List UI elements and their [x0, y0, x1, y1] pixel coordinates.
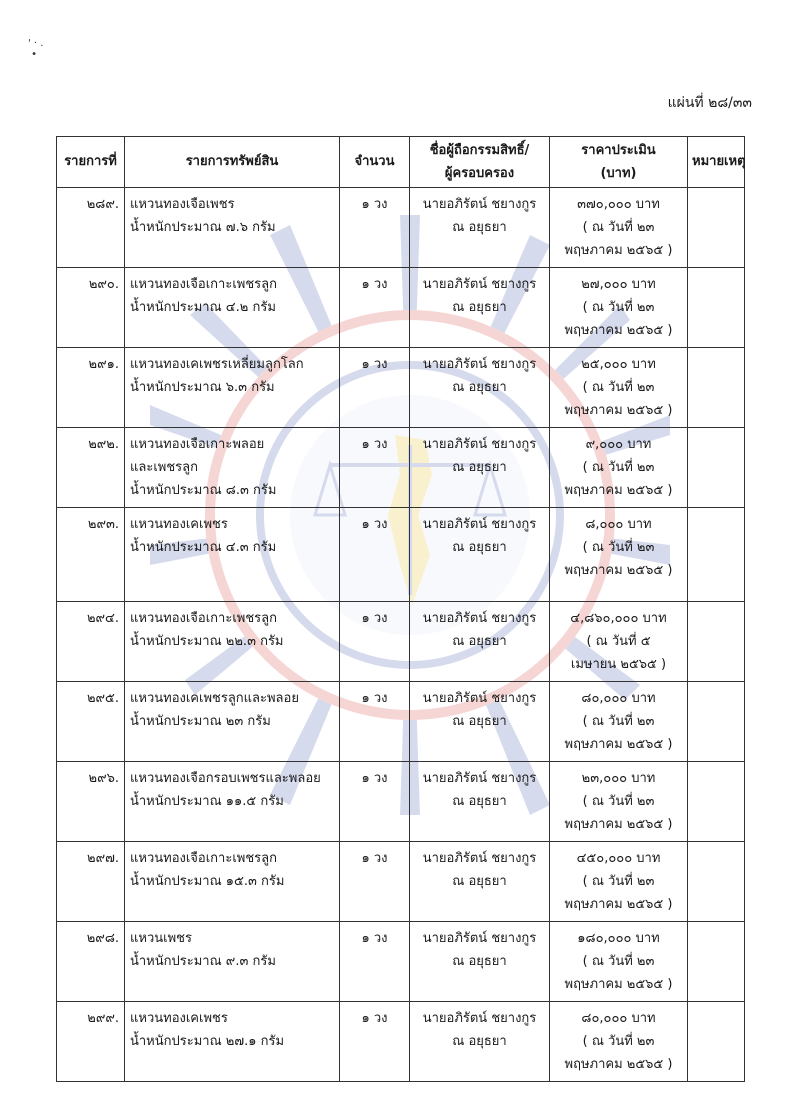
- asset-description-cell: [125, 188, 340, 268]
- asset-table: [56, 136, 745, 1082]
- item-number-cell: ๒๙๙.: [57, 1002, 125, 1082]
- asset-description-line: แหวนทองเจือเกาะพลอย: [130, 437, 265, 452]
- remarks-cell: [688, 428, 745, 508]
- remarks-cell: [688, 188, 745, 268]
- owner-line: นายอภิรัตน์ ชยางกูร: [422, 1011, 537, 1026]
- remarks-cell: [688, 508, 745, 602]
- table-row: [57, 348, 745, 428]
- quantity-cell: ๑ วง: [340, 682, 410, 762]
- header-owner-line2: ผู้ครอบครอง: [444, 166, 515, 181]
- owner-cell: [410, 922, 550, 1002]
- price-line: พฤษภาคม ๒๕๖๕ ): [564, 323, 673, 338]
- appraised-price-cell: [550, 922, 688, 1002]
- appraised-price-cell: [550, 428, 688, 508]
- header-quantity: จำนวน: [340, 137, 410, 188]
- owner-line: นายอภิรัตน์ ชยางกูร: [422, 691, 537, 706]
- price-line: พฤษภาคม ๒๕๖๕ ): [564, 483, 673, 498]
- price-line: พฤษภาคม ๒๕๖๕ ): [564, 977, 673, 992]
- remarks-cell: [688, 842, 745, 922]
- asset-description-line: น้ำหนักประมาณ ๙.๓ กรัม: [130, 954, 276, 969]
- asset-description-line: น้ำหนักประมาณ ๒๒.๓ กรัม: [130, 634, 284, 649]
- remarks-cell: [688, 268, 745, 348]
- item-number-cell: ๒๙๔.: [57, 602, 125, 682]
- owner-line: ณ อยุธยา: [452, 220, 507, 235]
- asset-description-line: น้ำหนักประมาณ ๒๓ กรัม: [130, 714, 271, 729]
- quantity-cell: ๑ วง: [340, 188, 410, 268]
- header-item-no: รายการที่: [57, 137, 125, 188]
- remarks-cell: [688, 682, 745, 762]
- table-header-row: [57, 137, 745, 188]
- table-row: [57, 682, 745, 762]
- owner-cell: [410, 428, 550, 508]
- owner-line: ณ อยุธยา: [452, 460, 507, 475]
- owner-line: ณ อยุธยา: [452, 794, 507, 809]
- header-owner: [410, 137, 550, 188]
- owner-line: ณ อยุธยา: [452, 634, 507, 649]
- price-line: ( ณ วันที่ ๒๓: [582, 540, 655, 555]
- owner-cell: [410, 348, 550, 428]
- price-line: ๔,๘๖๐,๐๐๐ บาท: [570, 611, 667, 626]
- asset-description-line: แหวนทองเคเพชรเหลี่ยมลูกโลก: [130, 357, 304, 372]
- item-number-cell: ๒๘๙.: [57, 188, 125, 268]
- remarks-cell: [688, 762, 745, 842]
- owner-line: ณ อยุธยา: [452, 954, 507, 969]
- table-row: [57, 428, 745, 508]
- table-row: [57, 1002, 745, 1082]
- owner-line: ณ อยุธยา: [452, 1034, 507, 1049]
- price-line: ๘๐,๐๐๐ บาท: [581, 1011, 656, 1026]
- owner-line: นายอภิรัตน์ ชยางกูร: [422, 931, 537, 946]
- item-number-cell: ๒๙๓.: [57, 508, 125, 602]
- asset-description-cell: [125, 922, 340, 1002]
- price-line: พฤษภาคม ๒๕๖๕ ): [564, 817, 673, 832]
- price-line: ๓๗๐,๐๐๐ บาท: [577, 197, 660, 212]
- asset-description-line: น้ำหนักประมาณ ๖.๓ กรัม: [130, 380, 275, 395]
- header-price-line2: (บาท): [600, 166, 637, 181]
- owner-cell: [410, 762, 550, 842]
- asset-description-cell: [125, 428, 340, 508]
- item-number-cell: ๒๙๒.: [57, 428, 125, 508]
- price-line: ๒๓,๐๐๐ บาท: [581, 771, 656, 786]
- price-line: ( ณ วันที่ ๒๓: [582, 220, 655, 235]
- header-remarks: หมายเหตุ: [688, 137, 745, 188]
- asset-description-line: น้ำหนักประมาณ ๘.๓ กรัม: [130, 483, 277, 498]
- remarks-cell: [688, 922, 745, 1002]
- owner-line: ณ อยุธยา: [452, 874, 507, 889]
- price-line: ๑๘๐,๐๐๐ บาท: [577, 931, 660, 946]
- owner-cell: [410, 1002, 550, 1082]
- header-asset: รายการทรัพย์สิน: [125, 137, 340, 188]
- price-line: ( ณ วันที่ ๒๓: [582, 380, 655, 395]
- owner-line: นายอภิรัตน์ ชยางกูร: [422, 197, 537, 212]
- price-line: ๙,๐๐๐ บาท: [585, 437, 652, 452]
- price-line: ( ณ วันที่ ๒๓: [582, 954, 655, 969]
- appraised-price-cell: [550, 348, 688, 428]
- price-line: ๘๐,๐๐๐ บาท: [581, 691, 656, 706]
- appraised-price-cell: [550, 508, 688, 602]
- owner-cell: [410, 602, 550, 682]
- table-row: [57, 842, 745, 922]
- sheet-number: แผ่นที่ ๒๘/๓๓: [667, 95, 752, 111]
- appraised-price-cell: [550, 842, 688, 922]
- asset-description-line: แหวนเพชร: [130, 931, 192, 946]
- table-row: [57, 602, 745, 682]
- appraised-price-cell: [550, 1002, 688, 1082]
- price-line: ๘,๐๐๐ บาท: [585, 517, 652, 532]
- table-row: [57, 508, 745, 602]
- asset-description-cell: [125, 682, 340, 762]
- price-line: เมษายน ๒๕๖๕ ): [570, 657, 667, 672]
- table-row: [57, 762, 745, 842]
- appraised-price-cell: [550, 682, 688, 762]
- owner-line: ณ อยุธยา: [452, 380, 507, 395]
- price-line: ( ณ วันที่ ๒๓: [582, 300, 655, 315]
- remarks-cell: [688, 348, 745, 428]
- price-line: ( ณ วันที่ ๕: [586, 634, 651, 649]
- price-line: ๔๕๐,๐๐๐ บาท: [576, 851, 661, 866]
- asset-description-line: แหวนทองเจือเกาะเพชรลูก: [130, 611, 277, 626]
- price-line: พฤษภาคม ๒๕๖๕ ): [564, 897, 673, 912]
- asset-description-line: น้ำหนักประมาณ ๔.๓ กรัม: [130, 540, 277, 555]
- price-line: พฤษภาคม ๒๕๖๕ ): [564, 563, 673, 578]
- item-number-cell: ๒๙๘.: [57, 922, 125, 1002]
- asset-description-cell: [125, 602, 340, 682]
- scan-specks: ' · . •: [28, 38, 44, 60]
- asset-description-cell: [125, 268, 340, 348]
- price-line: ( ณ วันที่ ๒๓: [582, 1034, 655, 1049]
- asset-description-line: แหวนทองเจือเพชร: [130, 197, 235, 212]
- owner-cell: [410, 188, 550, 268]
- quantity-cell: ๑ วง: [340, 1002, 410, 1082]
- owner-cell: [410, 268, 550, 348]
- asset-description-cell: [125, 348, 340, 428]
- quantity-cell: ๑ วง: [340, 762, 410, 842]
- price-line: พฤษภาคม ๒๕๖๕ ): [564, 403, 673, 418]
- asset-description-line: น้ำหนักประมาณ ๗.๖ กรัม: [130, 220, 276, 235]
- appraised-price-cell: [550, 188, 688, 268]
- quantity-cell: ๑ วง: [340, 348, 410, 428]
- asset-description-line: น้ำหนักประมาณ ๑๑.๕ กรัม: [130, 794, 284, 809]
- price-line: ( ณ วันที่ ๒๓: [582, 460, 655, 475]
- header-owner-line1: ชื่อผู้ถือกรรมสิทธิ์/: [429, 143, 530, 158]
- appraised-price-cell: [550, 762, 688, 842]
- item-number-cell: ๒๙๐.: [57, 268, 125, 348]
- asset-description-cell: [125, 1002, 340, 1082]
- item-number-cell: ๒๙๕.: [57, 682, 125, 762]
- quantity-cell: ๑ วง: [340, 602, 410, 682]
- price-line: พฤษภาคม ๒๕๖๕ ): [564, 243, 673, 258]
- asset-description-cell: [125, 508, 340, 602]
- asset-description-line: น้ำหนักประมาณ ๔.๒ กรัม: [130, 300, 276, 315]
- owner-line: ณ อยุธยา: [452, 540, 507, 555]
- price-line: ( ณ วันที่ ๒๓: [582, 794, 655, 809]
- asset-description-cell: [125, 762, 340, 842]
- owner-line: นายอภิรัตน์ ชยางกูร: [422, 517, 537, 532]
- appraised-price-cell: [550, 602, 688, 682]
- owner-line: ณ อยุธยา: [452, 714, 507, 729]
- owner-line: นายอภิรัตน์ ชยางกูร: [422, 357, 537, 372]
- appraised-price-cell: [550, 268, 688, 348]
- quantity-cell: ๑ วง: [340, 268, 410, 348]
- table-row: [57, 188, 745, 268]
- owner-line: นายอภิรัตน์ ชยางกูร: [422, 437, 537, 452]
- asset-description-line: แหวนทองเจือเกาะเพชรลูก: [130, 277, 277, 292]
- price-line: ( ณ วันที่ ๒๓: [582, 874, 655, 889]
- header-price-line1: ราคาประเมิน: [581, 143, 656, 158]
- remarks-cell: [688, 602, 745, 682]
- item-number-cell: ๒๙๖.: [57, 762, 125, 842]
- remarks-cell: [688, 1002, 745, 1082]
- asset-description-line: แหวนทองเจือกรอบเพชรและพลอย: [130, 771, 321, 786]
- item-number-cell: ๒๙๗.: [57, 842, 125, 922]
- owner-cell: [410, 842, 550, 922]
- asset-description-line: น้ำหนักประมาณ ๒๗.๑ กรัม: [130, 1034, 285, 1049]
- owner-line: นายอภิรัตน์ ชยางกูร: [422, 851, 537, 866]
- price-line: ๒๗,๐๐๐ บาท: [581, 277, 656, 292]
- item-number-cell: ๒๙๑.: [57, 348, 125, 428]
- asset-description-line: แหวนทองเคเพชรลูกและพลอย: [130, 691, 299, 706]
- price-line: ๒๕,๐๐๐ บาท: [581, 357, 656, 372]
- owner-line: ณ อยุธยา: [452, 300, 507, 315]
- asset-description-line: แหวนทองเคเพชร: [130, 1011, 228, 1026]
- price-line: พฤษภาคม ๒๕๖๕ ): [564, 1057, 673, 1072]
- asset-description-line: น้ำหนักประมาณ ๑๕.๓ กรัม: [130, 874, 285, 889]
- owner-cell: [410, 508, 550, 602]
- table-row: [57, 268, 745, 348]
- owner-line: นายอภิรัตน์ ชยางกูร: [422, 771, 537, 786]
- quantity-cell: ๑ วง: [340, 842, 410, 922]
- asset-description-cell: [125, 842, 340, 922]
- owner-line: นายอภิรัตน์ ชยางกูร: [422, 611, 537, 626]
- owner-cell: [410, 682, 550, 762]
- asset-description-line: และเพชรลูก: [130, 460, 198, 475]
- quantity-cell: ๑ วง: [340, 428, 410, 508]
- price-line: พฤษภาคม ๒๕๖๕ ): [564, 737, 673, 752]
- asset-description-line: แหวนทองเจือเกาะเพชรลูก: [130, 851, 277, 866]
- asset-description-line: แหวนทองเคเพชร: [130, 517, 228, 532]
- quantity-cell: ๑ วง: [340, 922, 410, 1002]
- header-price: [550, 137, 688, 188]
- owner-line: นายอภิรัตน์ ชยางกูร: [422, 277, 537, 292]
- quantity-cell: ๑ วง: [340, 508, 410, 602]
- table-row: [57, 922, 745, 1002]
- price-line: ( ณ วันที่ ๒๓: [582, 714, 655, 729]
